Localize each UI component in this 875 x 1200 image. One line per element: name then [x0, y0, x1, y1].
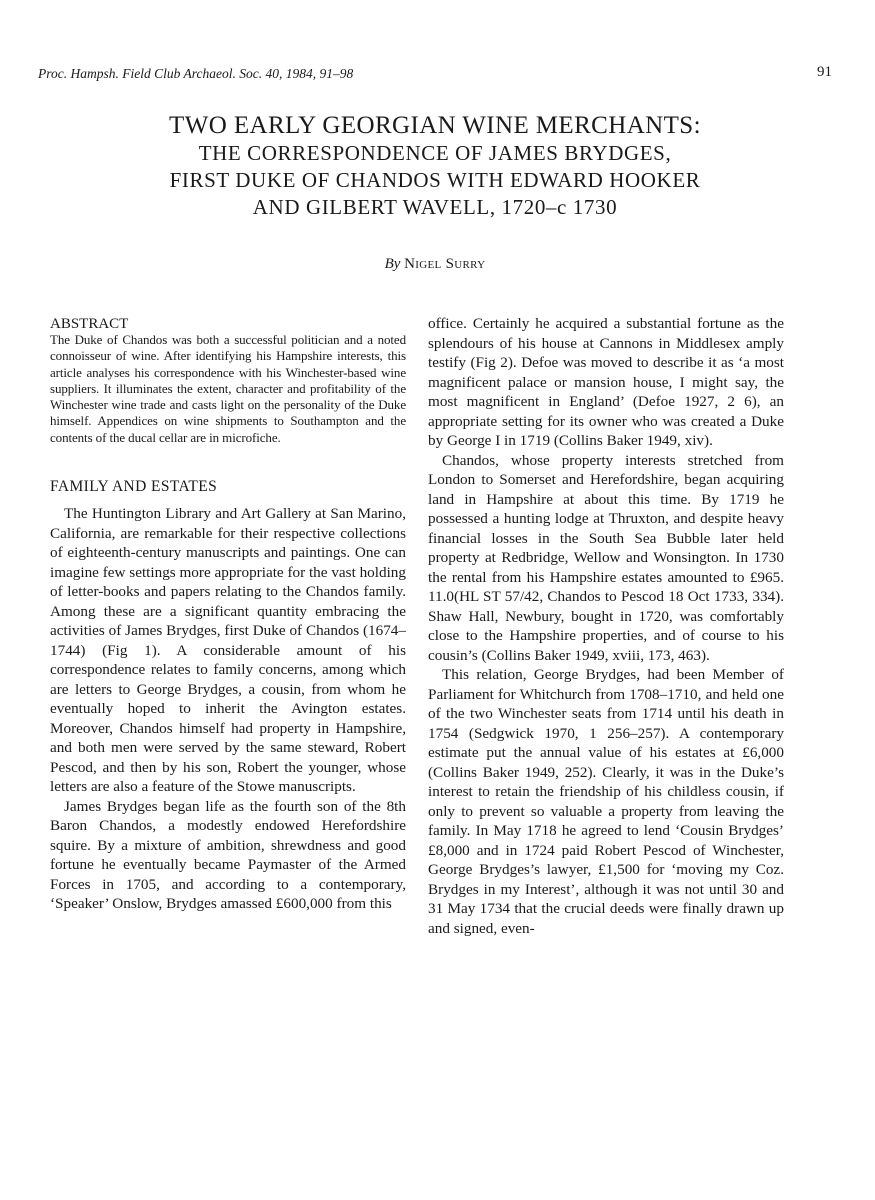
title-line-1: TWO EARLY GEORGIAN WINE MERCHANTS: [169, 112, 701, 139]
left-column [50, 316, 406, 914]
right-column [428, 314, 784, 938]
byline [40, 256, 830, 273]
abstract-heading: ABSTRACT [50, 316, 129, 332]
page-number: 91 [817, 64, 832, 80]
title-line-2: THE CORRESPONDENCE OF JAMES BRYDGES, [198, 141, 672, 165]
byline-by: By [384, 256, 401, 272]
body-paragraph: Chandos, whose property interests stretched from London to Somerset and Herefordshire, began acquiring land in Hampshire at about this time. By 1719 he possessed a hunting lodge at Thruxton, and despite heavy financial losses in the South Sea Bubble later held property at Redbridge, Wellow and Wonsington. In 1730 the rental from his Hampshire estates amounted to £965. 11.0(HL ST 57/42, Chandos to Pescod 18 Oct 1733, 334). Shaw Hall, Newbury, bought in 1720, was comfortably close to the Hampshire properties, and of course to his cousin’s (Collins Baker 1949, xviii, 173, 463). [428, 451, 784, 664]
abstract-text: The Duke of Chandos was both a successful politician and a noted connoisseur of wine. After identifying his Hampshire interests, this article analyses his correspondence with his Winchester-based wine suppliers. It illuminates the extent, character and profitability of the Winchester wine trade and casts light on the personality of the Duke himself. Appendices on wine shipments to Southampton and the contents of the ducal cellar are in microfiche. [50, 332, 406, 445]
body-paragraph: office. Certainly he acquired a substantial fortune as the splendours of his house at Cannons in Middlesex amply testify (Fig 2). Defoe was moved to describe it as ‘a most magnificent palace or mansion house, I might say, the most magnificent in England’ (Defoe 1927, 2 6), an appropriate setting for its owner who was created a Duke by George I in 1719 (Collins Baker 1949, xiv). [428, 315, 784, 449]
title-line-4: AND GILBERT WAVELL, 1720–c 1730 [252, 195, 618, 219]
title-line-3: FIRST DUKE OF CHANDOS WITH EDWARD HOOKER [169, 168, 701, 192]
article-title [40, 112, 830, 221]
author-name: Nigel Surry [404, 256, 486, 272]
body-paragraph: James Brydges began life as the fourth son of the 8th Baron Chandos, a modestly endowed Herefordshire squire. By a mixture of ambition, shrewdness and good fortune he eventually became Paymaster of the Armed Forces in 1705, and according to a contemporary, ‘Speaker’ Onslow, Brydges amassed £600,000 from this [50, 797, 406, 913]
section-heading-family-estates: FAMILY AND ESTATES [50, 478, 218, 496]
body-paragraph: This relation, George Brydges, had been Member of Parliament for Whitchurch from 1708–1710, and held one of the two Winchester seats from 1714 until his death in 1754 (Sedgwick 1970, 1 256–257). A contemporary estimate put the annual value of his estates at £6,000 (Collins Baker 1949, 252). Clearly, it was in the Duke’s interest to retain the friendship of his childless cousin, if only to prevent so valuable a property from leaving the family. In May 1718 he agreed to lend ‘Cousin Brydges’ £8,000 and in 1724 paid Robert Pescod of Winchester, George Brydges’s lawyer, £1,500 for ‘moving my Coz. Brydges in my Interest’, although it was not until 30 and 31 May 1734 that the crucial deeds were finally drawn up and signed, even- [428, 666, 784, 937]
journal-citation: Proc. Hampsh. Field Club Archaeol. Soc. 40, 1984, 91–98 [38, 66, 354, 81]
body-paragraph: The Huntington Library and Art Gallery at San Marino, California, are remarkable for their respective collections of eighteenth-century manuscripts and paintings. One can imagine few settings more appropriate for the vast holding of letter-books and papers relating to the Chandos family. Among these are a significant quantity embracing the activities of James Brydges, first Duke of Chandos (1674–1744) (Fig 1). A considerable amount of his correspondence relates to family concerns, among which are letters to George Brydges, a cousin, from whom he eventually hoped to inherit the Avington estates. Moreover, Chandos himself had property in Hampshire, and both men were served by the same steward, Robert Pescod, and then by his son, Robert the younger, whose letters are also a feature of the Stowe manuscripts. [50, 505, 406, 796]
